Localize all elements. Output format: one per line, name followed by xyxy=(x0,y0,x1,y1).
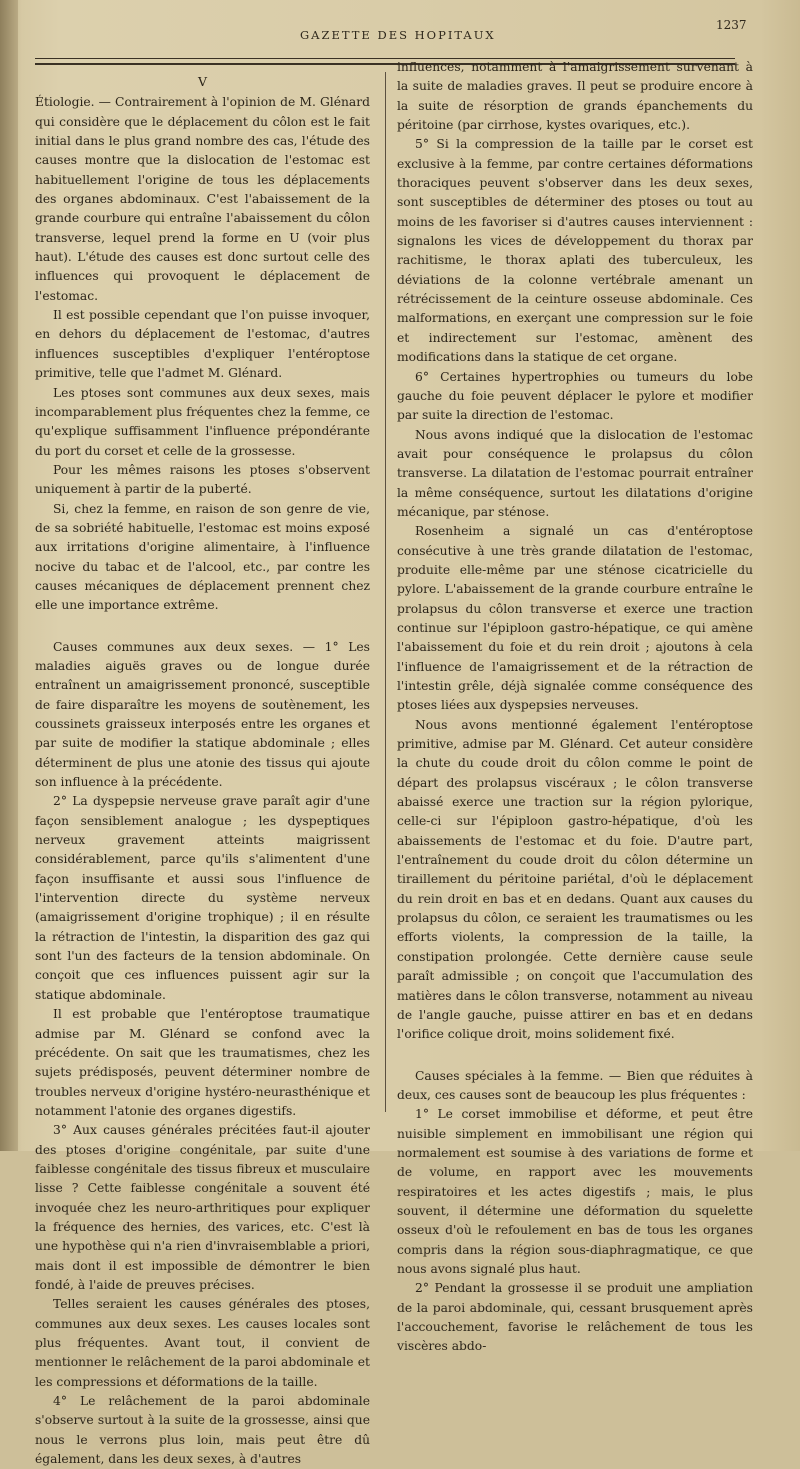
paragraph: Nous avons mentionné également l'entéroptose primitive, admise par M. Glénard. Cet auteur considère la chute du coude droit du côlon comme le point de départ des prolapsus viscéraux ; le côlon transverse abaissé exerce une traction sur la région pylorique, celle-ci sur l'épiploon gastro-hépatique, d'où les abaissements de l'estomac et du foie. D'autre part, l'entraînement du coude droit du côlon détermine un tiraillement du péritoine pariétal, d'où le déplacement du rein droit en bas et en dedans. Quant aux causes du prolapsus du côlon, ce seraient les traumatismes ou les efforts violents, la compression de la taille, la constipation prolongée. Cette dernière cause seule paraît admissible ; on conçoit que l'accumulation des matières dans le côlon transverse, notamment au niveau de l'angle gauche, puisse attirer en bas et en dedans l'orifice colique droit, moins solidement fixé. xyxy=(397,717,753,1042)
paragraph: 2° La dyspepsie nerveuse grave paraît agir d'une façon sensiblement analogue ; les dyspeptiques nerveux gravement atteints maigrissent considérablement, parce qu'ils s'alimentent d'une façon insuffisante et aussi sous l'influence de l'intervention directe du système nerveux (amaigrissement d'origine trophique) ; il en résulte la rétraction de l'intestin, la disparition des gaz qui sont l'un des facteurs de la tension abdominale. On conçoit que ces influences puissent agir sur la statique abdominale. xyxy=(35,794,370,1002)
spacer xyxy=(35,616,370,638)
paragraph: Il est possible cependant que l'on puisse invoquer, en dehors du déplacement de l'estomac, d'autres influences susceptibles d'expliquer l'entéroptose primitive, telle que l'admet M. Glénard. xyxy=(35,308,370,381)
section-number: V xyxy=(197,74,208,89)
left-column xyxy=(35,72,370,1469)
paragraph: Causes communes aux deux sexes. — 1° Les maladies aiguës graves ou de longue durée entraînent un amaigrissement prononcé, susceptible de faire disparaître les moyens de soutènement, les coussinets graisseux interposés entre les organes et par suite de modifier la statique abdominale ; elles déterminent de plus une atonie des tissus qui ajoute son influence à la précédente. xyxy=(35,639,370,790)
paragraph: Rosenheim a signalé un cas d'entéroptose consécutive à une très grande dilatation de l'estomac, produite elle-même par une sténose cicatricielle du pylore. L'abaissement de la grande courbure entraîne le prolapsus du côlon transverse et exerce une traction continue sur l'épiploon gastro-hépatique, ce qui amène l'abaissement du foie et du rein droit ; ajoutons à cela l'influence de l'amaigrissement et de la rétraction de l'intestin grêle, déjà signalée comme conséquence des ptoses liées aux dyspepsies nerveuses. xyxy=(397,524,753,713)
page-spine xyxy=(0,0,18,1151)
paragraph: Il est probable que l'entéroptose traumatique admise par M. Glénard se confond avec la précédente. On sait que les traumatismes, chez les sujets prédisposés, peuvent déterminer nombre de troubles nerveux d'origine hystéro-neurasthénique et notamment l'atonie des organes digestifs. xyxy=(35,1007,370,1118)
paragraph: Les ptoses sont communes aux deux sexes, mais incomparablement plus fréquentes chez la femme, ce qu'explique suffisamment l'influence prépondérante du port du corset et celle de la grossesse. xyxy=(35,385,370,458)
running-header-title: GAZETTE DES HOPITAUX xyxy=(300,28,496,42)
paragraph: Nous avons indiqué que la dislocation de l'estomac avait pour conséquence le prolapsus du côlon transverse. La dilatation de l'estomac pourrait entraîner la même conséquence, surtout les dilatations d'origine mécanique, par sténose. xyxy=(397,427,753,519)
page-number: 1237 xyxy=(716,18,747,32)
paragraph: 1° Le corset immobilise et déforme, et peut être nuisible simplement en immobilisant une région qui normalement est soumise à des variations de forme et de volume, en rapport avec les mouvements respiratoires et les actes digestifs ; mais, le plus souvent, il détermine une déformation du squelette osseux d'où le refoulement en bas de tous les organes compris dans la région sous-diaphragmatique, ce que nous avons signalé plus haut. xyxy=(397,1107,753,1276)
paragraph: Si, chez la femme, en raison de son genre de vie, de sa sobriété habituelle, l'estomac est moins exposé aux irritations d'origine alimentaire, à l'influence nocive du tabac et de l'alcool, etc., par contre les causes mécaniques de déplacement prennent chez elle une importance extrême. xyxy=(35,501,370,613)
paragraph: 5° Si la compression de la taille par le corset est exclusive à la femme, par contre certaines déformations thoraciques peuvent s'observer dans les deux sexes, sont susceptibles de déterminer des ptoses ou tout au moins de les favoriser si d'autres causes interviennent : signalons les vices de développement du thorax par rachitisme, le thorax aplati des tuberculeux, les déviations de la colonne vertébrale amenant un rétrécissement de la ceinture osseuse abdominale. Ces malformations, en exerçant une compression sur le foie et indirectement sur l'estomac, amènent des modifications dans la statique de cet organe. xyxy=(397,137,753,365)
paragraph: Étiologie. — Contrairement à l'opinion de M. Glénard qui considère que le déplacement du côlon est le fait initial dans le plus grand nombre des cas, l'étude des causes montre que la dislocation de l'estomac est habituellement l'origine de tous les déplacements des organes abdominaux. C'est l'abaissement de la grande courbure qui entraîne l'abaissement du côlon transverse, lequel prend la forme en U (voir plus haut). L'étude des causes est donc surtout celle des influences qui provoquent le déplacement de l'estomac. xyxy=(35,95,370,303)
right-column xyxy=(397,58,753,1357)
paragraph: Pour les mêmes raisons les ptoses s'observent uniquement à partir de la puberté. xyxy=(35,462,370,497)
column-divider xyxy=(385,72,386,1112)
paragraph: Telles seraient les causes générales des ptoses, communes aux deux sexes. Les causes locales sont plus fréquentes. Avant tout, il convient de mentionner le relâchement de la paroi abdominale et les compressions et déformations de la taille. xyxy=(35,1297,370,1389)
paragraph: Causes spéciales à la femme. — Bien que réduites à deux, ces causes sont de beaucoup les plus fréquentes : xyxy=(397,1068,753,1102)
paragraph: 2° Pendant la grossesse il se produit une ampliation de la paroi abdominale, qui, cessant brusquement après l'accouchement, favorise le relâchement de tous les viscères abdo- xyxy=(397,1281,753,1354)
spacer xyxy=(397,1045,753,1067)
paragraph: 4° Le relâchement de la paroi abdominale s'observe surtout à la suite de la grossesse, ainsi que nous le verrons plus loin, mais peut être dû également, dans les deux sexes, à d'autres xyxy=(35,1394,370,1467)
paragraph: 6° Certaines hypertrophies ou tumeurs du lobe gauche du foie peuvent déplacer le pylore et modifier par suite la direction de l'estomac. xyxy=(397,369,753,423)
paragraph: 3° Aux causes générales précitées faut-il ajouter des ptoses d'origine congénitale, par suite d'une faiblesse congénitale des tissus fibreux et musculaire lisse ? Cette faiblesse congénitale a souvent été invoquée chez les neuro-arthritiques pour expliquer la fréquence des hernies, des varices, etc. C'est là une hypothèse qui n'a rien d'invraisemblable a priori, mais dont il est impossible de démontrer le bien fondé, à l'aide de preuves précises. xyxy=(35,1123,370,1292)
paragraph: influences, notamment à l'amaigrissement survenant à la suite de maladies graves. Il peut se produire encore à la suite de résorption de grands épanchements du péritoine (par cirrhose, kystes ovariques, etc.). xyxy=(397,60,753,133)
